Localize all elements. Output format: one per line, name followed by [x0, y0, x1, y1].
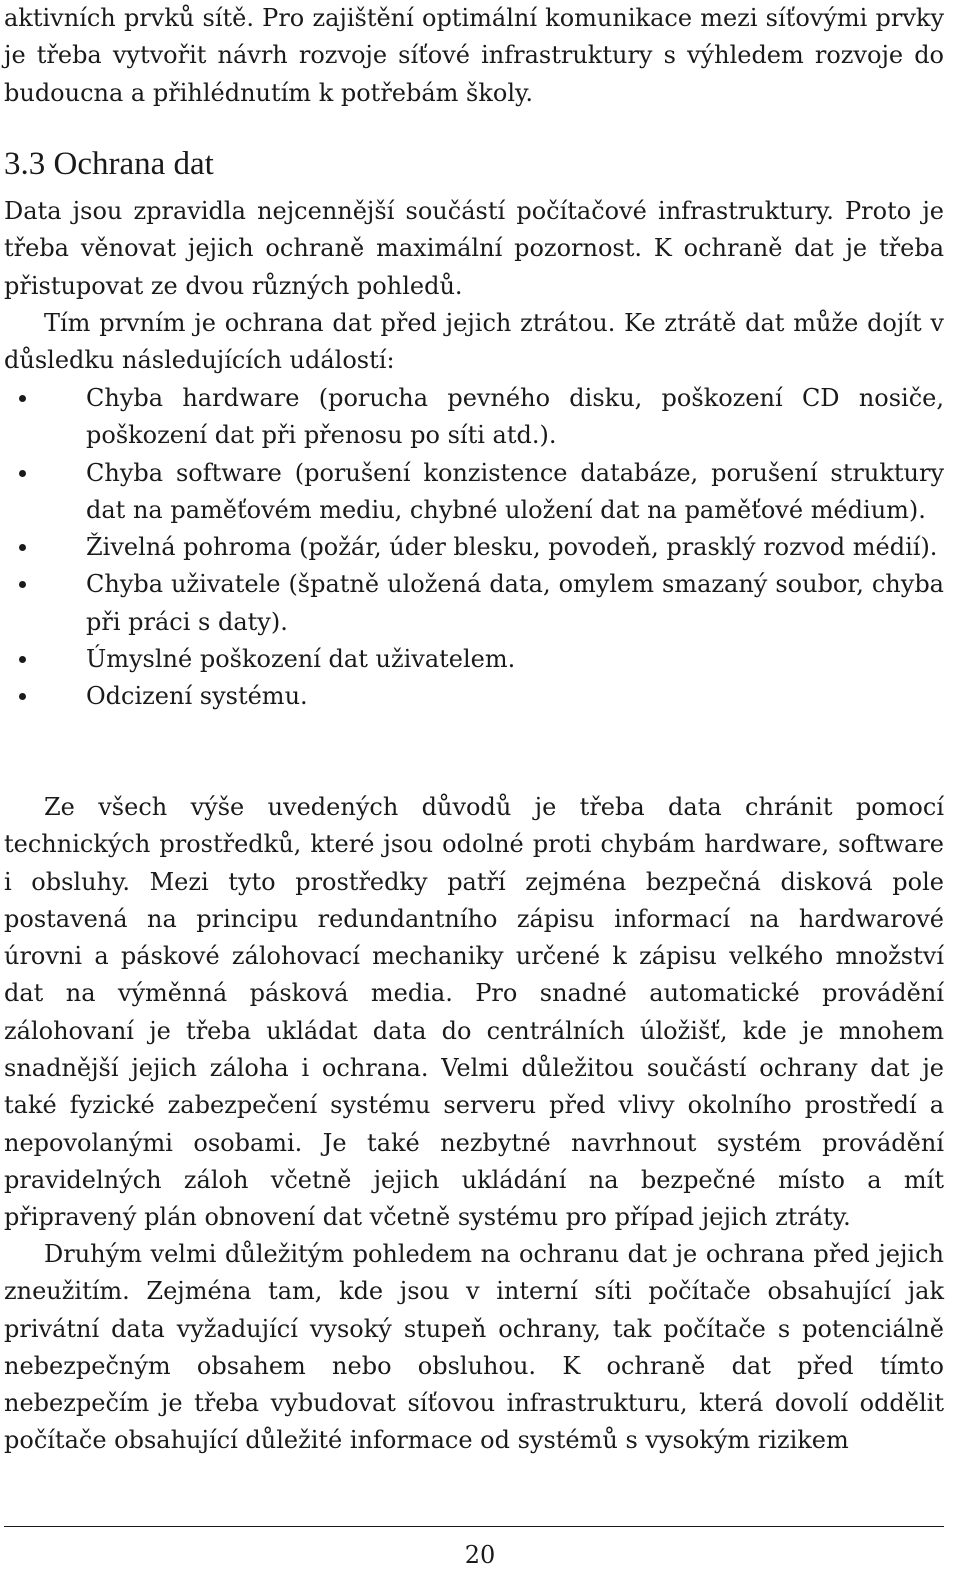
list-item: Chyba uživatele (špatně uložená data, omylem smazaný soubor, chyba při práci s daty).: [0, 566, 944, 641]
data-misuse-paragraph: Druhým velmi důležitým pohledem na ochranu dat je ochrana před jejich zneužitím. Zejména tam, kde jsou v interní síti počítače obsahující jak privátní data vyžadující vysoký stupeň ochrany, tak počítače s potenciálně nebezpečným obsahem nebo obsluhou. K ochraně dat před tímto nebezpečím je třeba vybudovat síťovou infrastrukturu, která dovolí oddělit počítače obsahující důležité informace od systémů s vysokým rizikem: [4, 1240, 944, 1455]
bullet-icon: [19, 470, 26, 477]
bullet-icon: [19, 656, 26, 663]
bullet-icon: [19, 544, 26, 551]
section-heading: 3.3 Ochrana dat: [4, 146, 214, 182]
footer-divider: [4, 1526, 944, 1527]
data-loss-causes-list: [0, 380, 944, 716]
list-item: Chyba software (porušení konzistence databáze, porušení struktury dat na paměťovém mediu, chybné uložení dat na paměťové médium).: [0, 455, 944, 530]
section-intro-paragraph: Data jsou zpravidla nejcennější součástí počítačové infrastruktury. Proto je třeba věnovat jejich ochraně maximální pozornost. K ochraně dat je třeba přistupovat ze dvou různých pohledů.: [4, 197, 944, 300]
bullet-icon: [19, 693, 26, 700]
page-number: 20: [464, 1541, 496, 1569]
list-item: Odcizení systému.: [0, 678, 944, 715]
list-item: Chyba hardware (porucha pevného disku, poškození CD nosiče, poškození dat při přenosu po síti atd.).: [0, 380, 944, 455]
list-item: Živelná pohroma (požár, úder blesku, povodeň, prasklý rozvod médií).: [0, 529, 944, 566]
intro-paragraph: aktivních prvků sítě. Pro zajištění optimální komunikace mezi síťovými prvky je třeba vytvořit návrh rozvoje síťové infrastruktury s výhledem rozvoje do budoucna a přihlédnutím k potřebám školy.: [4, 4, 944, 107]
bullet-icon: [19, 395, 26, 402]
list-item: Úmyslné poškození dat uživatelem.: [0, 641, 944, 678]
bullet-icon: [19, 581, 26, 588]
data-loss-paragraph: Tím prvním je ochrana dat před jejich ztrátou. Ke ztrátě dat může dojít v důsledku následujících událostí:: [4, 309, 944, 375]
data-protection-paragraph: Ze všech výše uvedených důvodů je třeba data chránit pomocí technických prostředků, které jsou odolné proti chybám hardware, software i obsluhy. Mezi tyto prostředky patří zejména bezpečná disková pole postavená na principu redundantního zápisu informací na hardwarové úrovni a páskové zálohovací mechaniky určené k zápisu velkého množství dat na výměnná pásková media. Pro snadné automatické provádění zálohovaní je třeba ukládat data do centrálních úložišť, kde je mnohem snadnější jejich záloha i ochrana. Velmi důležitou součástí ochrany dat je také fyzické zabezpečení systému serveru před vlivy okolního prostředí a nepovolanými osobami. Je také nezbytné navrhnout systém provádění pravidelných záloh včetně jejich ukládání na bezpečné místo a mít připravený plán obnovení dat včetně systému pro případ jejich ztráty.: [4, 793, 944, 1232]
